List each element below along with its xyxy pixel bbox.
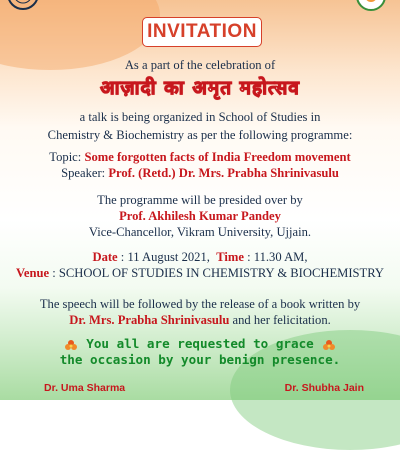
presiding-name: Prof. Akhilesh Kumar Pandey [119,209,281,223]
hindi-celebration-title: आज़ादी का अमृत महोत्सव [100,77,300,99]
release-suffix: and her felicitation. [229,313,331,327]
topic-line [0,150,400,165]
time-value: : 11.30 AM, [243,250,308,264]
presiding-role: Vice-Chancellor, Vikram University, Ujjain. [88,225,312,239]
page-title: INVITATION [147,21,257,42]
venue-label: Venue [15,266,50,280]
presided-line: The programme will be presided over by [97,193,303,207]
invitation-title-box [142,17,262,47]
talk-line-2: Chemistry & Biochemistry as per the following programme: [47,128,353,142]
intro-text: As a part of the celebration of [124,58,276,72]
release-author-line [0,313,400,328]
venue-value: : SCHOOL OF STUDIES IN CHEMISTRY & BIOCHEMISTRY [49,266,385,280]
release-line: The speech will be followed by the release of a book written by [39,297,361,311]
signatory-right: Dr. Shubha Jain [284,382,364,394]
date-label: Date [92,250,118,264]
topic-value: Some forgotten facts of India Freedom movement [84,150,351,164]
date-time-line [0,250,400,265]
grace-line-1: You all are requested to grace [86,336,314,351]
talk-line-1: a talk is being organized in School of Studies in [79,110,321,124]
speaker-value: Prof. (Retd.) Dr. Mrs. Prabha Shrinivasulu [108,166,339,180]
release-author: Dr. Mrs. Prabha Shrinivasulu [69,313,230,327]
signatory-left: Dr. Uma Sharma [44,382,126,394]
date-value: : 11 August 2021, [117,250,210,264]
venue-line [0,266,400,281]
topic-label: Topic: [49,150,85,164]
time-label: Time [216,250,244,264]
grace-line-2: the occasion by your benign presence. [59,352,341,367]
speaker-line [0,166,400,181]
speaker-label: Speaker: [61,166,109,180]
